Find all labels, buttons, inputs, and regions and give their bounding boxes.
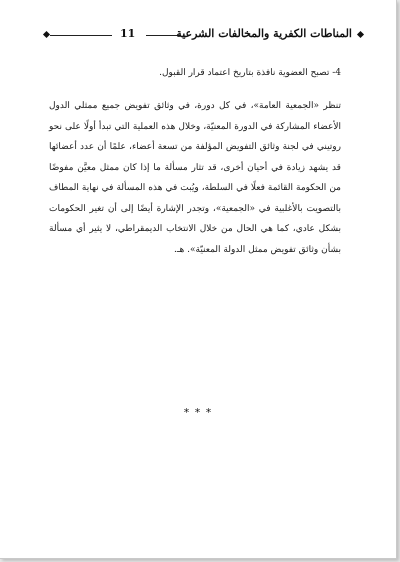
running-title: المناطات الكفرية والمخالفات الشرعية [176,27,352,40]
page-number: 11 [120,27,136,40]
header-rule-left [50,35,112,36]
running-header [44,27,364,41]
section-separator: * * * [183,406,213,419]
body-paragraph: تنظر «الجمعية العامة»، في كل دورة، في وثائق تفويض جميع ممثلي الدول الأعضاء المشاركة في الدورة المعنيّة، وخلال هذه العملية التي تبدأ أولًا على نحو روتيني في لجنة وثائق التفويض المؤلفة من تسعة أعضاء، علمًا أن عدد أعضائها قد يشهد زيادة في أحيان أخرى، قد تثار مسألة ما إذا كان ممثل معيَّن مفوضًا من الحكومة القائمة فعلًا في السلطة، ويُبت في هذه المسألة في نهاية المطاف بالتصويت بالأغلبية في «الجمعية»، وتجدر الإشارة أيضًا إلى أن تغير الحكومات بشكل عادي، كما هي الحال من خلال الانتخاب الديمقراطي، لا يثير أي مسألة بشأن وثائق تفويض ممثل الدولة المعنيّة». هـ. [49,101,341,255]
header-rule-middle [146,35,180,36]
numbered-item: 4- تصبح العضوية نافذة بتاريخ اعتماد قرار القبول. [159,68,341,78]
ornament-diamond-right [357,31,364,38]
ornament-diamond-left [43,31,50,38]
